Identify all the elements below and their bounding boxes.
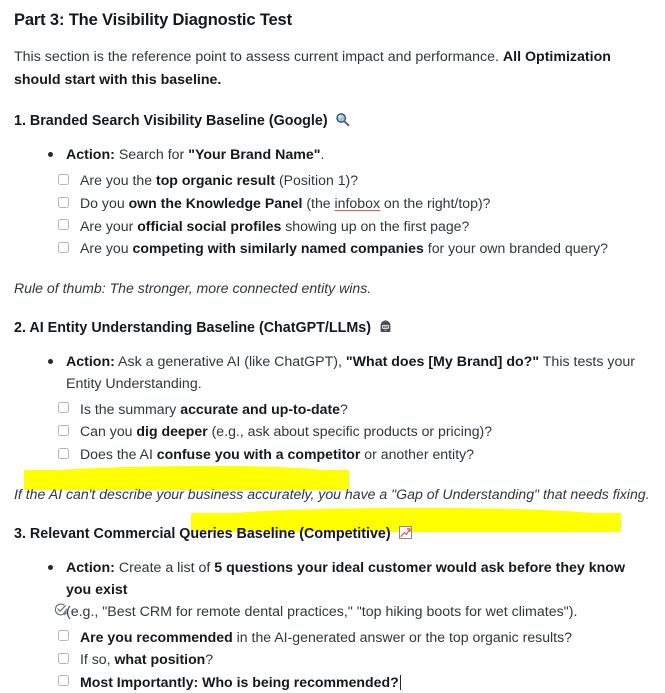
checklist-part: or another entity? <box>360 446 474 462</box>
intro-text-bold: All Optimization should start with this baseline. <box>14 49 611 88</box>
add-task-icon[interactable] <box>53 601 69 617</box>
checklist-part: ? <box>205 651 214 668</box>
checklist-item[interactable] <box>58 192 651 215</box>
checklist-part-bold: own the Knowledge Panel <box>128 195 303 212</box>
section-1-number: 1. <box>14 113 26 130</box>
section-3-heading <box>14 524 651 546</box>
section-3-title: Relevant Commercial Queries Baseline (Competitive) <box>29 525 391 542</box>
checklist-item[interactable] <box>58 237 651 260</box>
action-label: Action: <box>66 147 115 164</box>
action-text-1: Ask a generative AI (like ChatGPT), <box>114 353 346 370</box>
checklist-part-bold: official social profiles <box>137 217 282 234</box>
checkbox[interactable] <box>58 425 69 436</box>
checkbox[interactable] <box>58 448 69 459</box>
checklist-item[interactable] <box>58 215 651 238</box>
checklist-part: in the AI-generated answer or the top organic results? <box>232 628 572 645</box>
checklist-part: showing up on the first page? <box>281 217 470 234</box>
checklist-part-bold: competing with similarly named companies <box>132 240 424 257</box>
checklist-part-bold: top organic result <box>156 172 276 189</box>
action-text-bold: "What does [My Brand] do?" <box>345 353 540 370</box>
section-1-action <box>48 144 651 166</box>
page-title: Part 3: The Visibility Diagnostic Test <box>14 11 292 29</box>
misspelled-word: infobox <box>334 195 380 212</box>
section-3-action <box>48 557 651 623</box>
checklist-part: Does the AI <box>80 446 157 462</box>
intro-text-normal: This section is the reference point to assess current impact and performance. <box>14 49 503 66</box>
action-text-2: . <box>320 147 325 164</box>
checklist-item[interactable] <box>58 398 651 421</box>
action-text-1: Search for <box>114 147 189 164</box>
section-2-title: AI Entity Understanding Baseline (ChatGPT/LLMs) <box>29 319 371 336</box>
checklist-item[interactable] <box>58 648 651 671</box>
section-2-number: 2. <box>14 319 26 336</box>
checklist-item-active[interactable] <box>58 671 651 693</box>
action-text-2: This tests your Entity Understanding. <box>66 353 636 392</box>
checklist-part: for your own branded query? <box>423 240 608 257</box>
checkbox[interactable] <box>58 630 69 641</box>
section-1-checklist <box>14 169 651 259</box>
checklist-part: (the <box>302 195 335 212</box>
checklist-part-bold: confuse you with a competitor <box>156 446 361 462</box>
robot-icon <box>378 320 393 340</box>
checklist-item[interactable] <box>58 443 651 466</box>
checkbox[interactable] <box>58 675 69 686</box>
section-2-footnote: If the AI can't describe your business accurately, you have a "Gap of Understanding" that needs fixing. <box>14 485 650 502</box>
magnifying-glass-icon <box>335 112 350 133</box>
action-label: Action: <box>66 353 115 370</box>
section-1-heading <box>14 111 651 133</box>
action-text-2: (e.g., "Best CRM for remote dental practices," "top hiking boots for wet climates"). <box>66 603 578 620</box>
checklist-part: Are your <box>80 217 138 234</box>
section-2-action-list <box>14 351 651 395</box>
checklist-part: Are you <box>80 240 133 257</box>
section-2-checklist <box>14 398 651 466</box>
checklist-part: If so, <box>80 651 115 668</box>
intro-paragraph <box>14 46 651 91</box>
checklist-part: on the right/top)? <box>380 195 491 212</box>
action-text-bold: "Your Brand Name" <box>188 147 321 164</box>
checkbox[interactable] <box>58 174 69 185</box>
section-2-action <box>48 351 651 395</box>
checklist-part: (Position 1)? <box>275 172 359 189</box>
checkbox[interactable] <box>58 197 69 208</box>
checkbox[interactable] <box>58 402 69 413</box>
checklist-part-bold: dig deeper <box>136 423 208 440</box>
checklist-part: (e.g., ask about specific products or pricing)? <box>207 423 493 440</box>
checklist-part: Can you <box>80 423 137 440</box>
section-3-number: 3. <box>14 525 26 542</box>
section-3-checklist <box>14 626 651 693</box>
checklist-item[interactable] <box>58 420 651 443</box>
chart-increasing-icon <box>398 525 413 546</box>
checklist-part: ? <box>340 400 348 417</box>
section-1-action-list <box>14 144 651 166</box>
action-text-bold-highlighted: 5 questions your ideal customer would ask before they know you exist <box>66 559 625 598</box>
checkbox[interactable] <box>58 219 69 230</box>
section-2-heading <box>14 318 651 340</box>
section-1-title: Branded Search Visibility Baseline (Google) <box>29 113 328 130</box>
checklist-part-bold: what position <box>114 651 206 668</box>
checklist-part-bold: Most Importantly: Who is being recommended? <box>80 673 399 690</box>
action-label: Action: <box>66 559 115 576</box>
checklist-part: Is the summary <box>80 400 181 417</box>
checklist-part: Do you <box>80 195 129 212</box>
checkbox[interactable] <box>58 653 69 664</box>
checklist-part-bold: accurate and up-to-date <box>180 400 341 417</box>
text-cursor <box>400 675 401 690</box>
checklist-item[interactable] <box>58 626 651 649</box>
checklist-part: Are you the <box>80 172 156 189</box>
checklist-item[interactable] <box>58 169 651 192</box>
section-1-footnote: Rule of thumb: The stronger, more connected entity wins. <box>14 279 372 296</box>
action-text-1: Create a list of <box>114 559 215 576</box>
checkbox[interactable] <box>58 242 69 253</box>
checklist-part-bold: Are you recommended <box>80 628 233 645</box>
section-3-action-list <box>14 557 651 623</box>
